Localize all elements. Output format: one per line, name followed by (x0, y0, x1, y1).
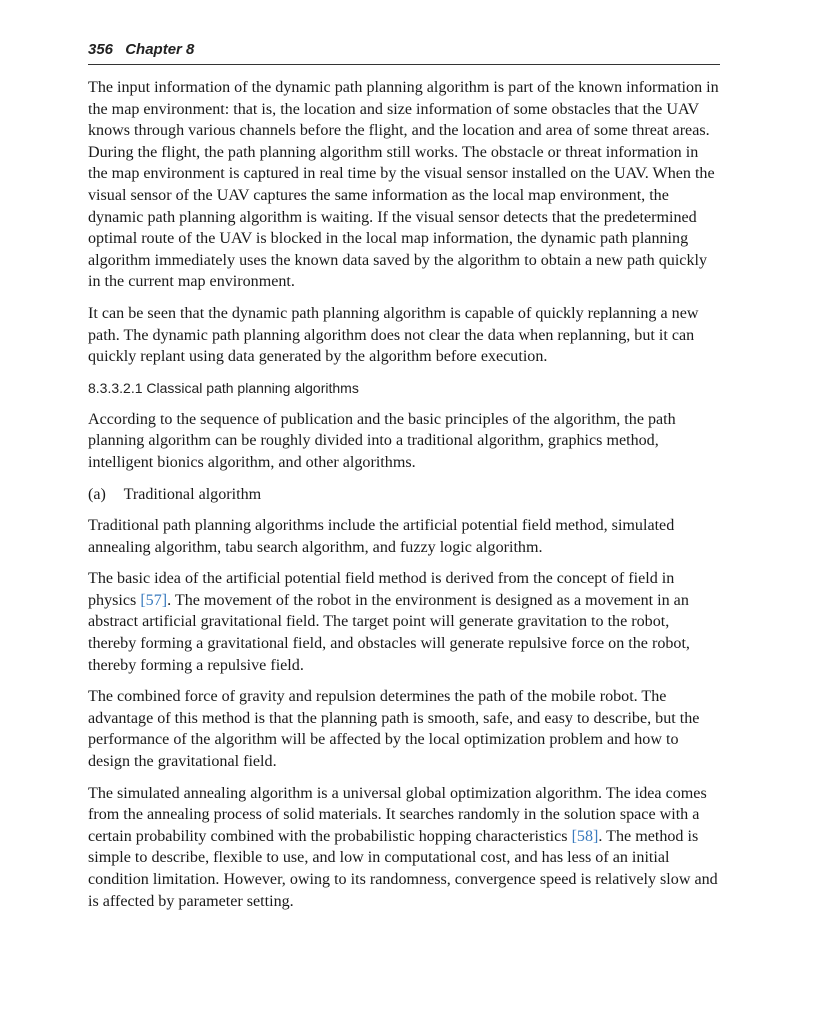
paragraph-dynamic-input: The input information of the dynamic path planning algorithm is part of the known information in the map environment: that is, the location and size information of some obstacles that the UAV knows through various channels before the flight, and the location and area of some threat areas. During the flight, the path planning algorithm still works. The obstacle or threat information in the map environment is captured in real time by the visual sensor installed on the UAV. When the visual sensor of the UAV captures the same information as the local map environment, the dynamic path planning algorithm is waiting. If the visual sensor detects that the predetermined optimal route of the UAV is blocked in the local map information, the dynamic path planning algorithm immediately uses the known data saved by the algorithm to obtain a new path quickly in the current map environment. (88, 79, 719, 291)
item-label: (a) (88, 485, 106, 503)
paragraph-traditional: Traditional path planning algorithms include the artificial potential field method, simulated annealing algorithm, tabu search algorithm, and fuzzy logic algorithm. (88, 517, 675, 556)
item-title: Traditional algorithm (123, 485, 262, 503)
citation-link[interactable]: [57] (140, 591, 168, 609)
running-header (88, 40, 720, 65)
paragraph-text: The basic idea of the artificial potential field method is derived from the concept of field in physics (88, 570, 675, 609)
citation-link[interactable]: [58] (571, 827, 599, 845)
paragraph-classification: According to the sequence of publication and the basic principles of the algorithm, the path planning algorithm can be roughly divided into a traditional algorithm, graphics method, intelligent bionics algorithm, and other algorithms. (88, 410, 676, 471)
paragraph-potential-field (88, 568, 720, 676)
list-item-heading (88, 484, 720, 506)
page-number: 356 (88, 41, 114, 58)
paragraph-simulated-annealing (88, 783, 720, 913)
subsection-heading: 8.3.3.2.1 Classical path planning algorithms (88, 379, 359, 396)
paragraph-text: . The movement of the robot in the environment is designed as a movement in an abstract artificial gravitational field. The target point will generate gravitation to the robot, thereby forming a gravitational field, and obstacles will generate repulsive force on the robot, thereby forming a repulsive field. (88, 591, 690, 674)
paragraph-text: . The method is simple to describe, flexible to use, and low in computational cost, and has less of an initial condition limitation. However, owing to its randomness, convergence speed is relatively slow and is affected by parameter setting. (88, 827, 718, 910)
chapter-title: Chapter 8 (125, 41, 195, 58)
paragraph-text: The simulated annealing algorithm is a universal global optimization algorithm. The idea comes from the annealing process of solid materials. It searches randomly in the solution space with a certain probability combined with the probabilistic hopping characteristics (88, 784, 707, 845)
paragraph-combined-force: The combined force of gravity and repulsion determines the path of the mobile robot. The advantage of this method is that the planning path is smooth, safe, and easy to describe, but the performance of the algorithm will be affected by the local optimization problem and how to design the gravitational field. (88, 688, 700, 771)
page-body (88, 77, 720, 922)
paragraph-replanning: It can be seen that the dynamic path planning algorithm is capable of quickly replanning a new path. The dynamic path planning algorithm does not clear the data when replanning, but it can quickly replant using data generated by the algorithm before execution. (88, 304, 699, 366)
